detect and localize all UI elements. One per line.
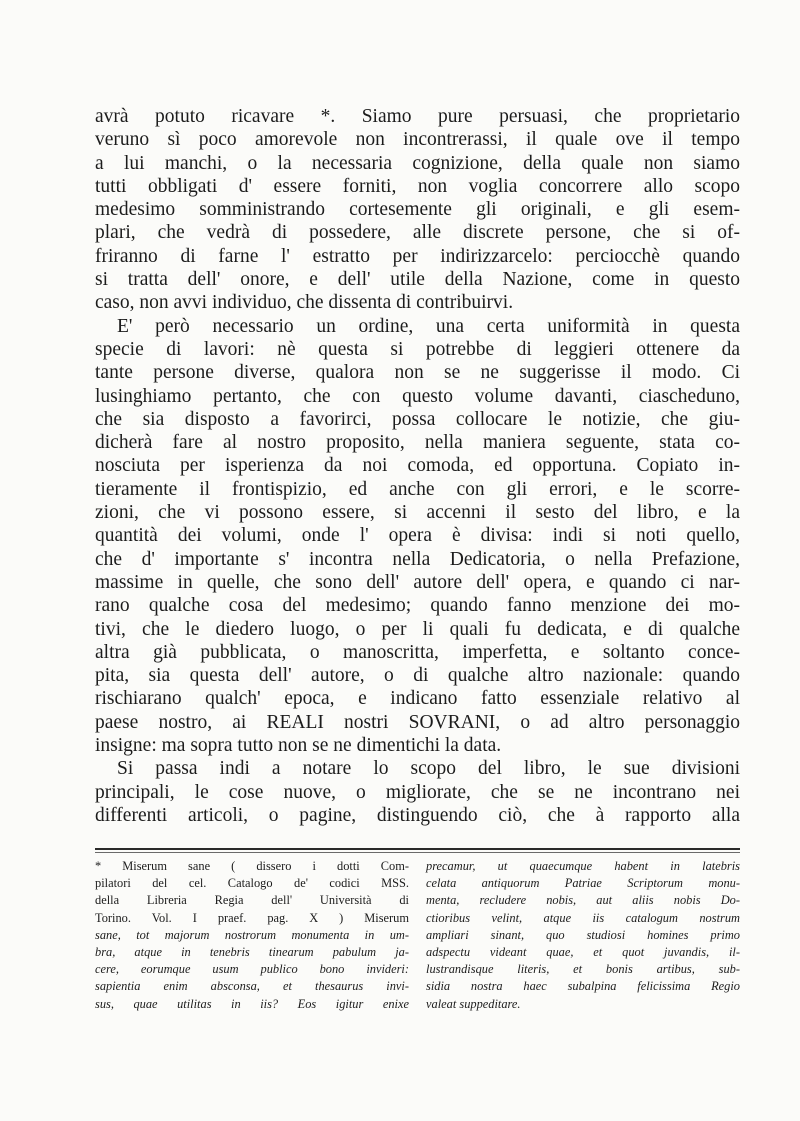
main-text	[95, 105, 740, 827]
body-line: differenti articoli, o pagine, distinguendo ciò, che à rapporto alla	[95, 804, 740, 826]
body-line: zioni, che vi possono essere, si accenni il sesto del libro, e la	[95, 502, 740, 524]
footnote-left-column	[95, 858, 409, 1013]
footnote-line: * Miserum sane ( dissero i dotti Com-	[95, 859, 409, 873]
body-line: avrà potuto ricavare *. Siamo pure persuasi, che proprietario	[95, 106, 740, 127]
footnote-line: sapientia enim absconsa, et thesaurus invi-	[95, 979, 409, 994]
footnote-line: celata antiquorum Patriae Scriptorum monu-	[426, 876, 740, 891]
footnote-line: sane, tot majorum nostrorum monumenta in um-	[95, 927, 409, 942]
body-line: altra già pubblicata, o manoscritta, imperfetta, e soltanto conce-	[95, 641, 740, 663]
footnote-line: ampliari sinant, quo studiosi homines primo	[426, 927, 740, 942]
body-line: specie di lavori: nè questa si potrebbe di leggieri ottenere da	[95, 338, 740, 360]
footnote-right-column	[426, 858, 740, 1013]
footnote-line: adspectu videant quae, et quot juvandis, il-	[426, 944, 740, 959]
footnote-line: menta, recludere nobis, aut aliis nobis Do-	[426, 893, 740, 908]
body-line: massime in quelle, che sono dell' autore dell' opera, e quando ci nar-	[95, 571, 740, 593]
footnote-line: sidia nostra haec subalpina felicissima Regio	[426, 979, 740, 994]
body-line: Si passa indi a notare lo scopo del libro, le sue divisioni	[117, 758, 740, 780]
body-line: rano qualche cosa del medesimo; quando fanno menzione dei mo-	[95, 595, 740, 617]
body-line: veruno sì poco amorevole non incontrerassi, il quale ove il tempo	[95, 129, 740, 151]
body-line: a lui manchi, o la necessaria cognizione, della quale non siamo	[95, 152, 740, 174]
body-line: insigne: ma sopra tutto non se ne dimentichi la data.	[95, 735, 502, 757]
body-line: che sia disposto a favorirci, possa collocare le notizie, che giu-	[95, 408, 740, 430]
body-line: tante persone diverse, qualora non se ne suggerisse il modo. Ci	[95, 362, 740, 384]
body-line: caso, non avvi individuo, che dissenta di contribuirvi.	[95, 292, 514, 314]
footnote-line: pilatori del cel. Catalogo de' codici MSS.	[95, 876, 409, 891]
footnote-line: lustrandisque literis, et bonis artibus, sub-	[426, 962, 740, 977]
footnote-rule	[95, 848, 740, 850]
body-line: friranno di farne l' estratto per indirizzarcelo: perciocchè quando	[95, 245, 740, 267]
footnote-line: della Libreria Regia dell' Università di	[95, 893, 409, 908]
body-line: quantità dei volumi, onde l' opera è divisa: indi si noti quello,	[95, 525, 740, 547]
body-line: che d' importante s' incontra nella Dedicatoria, o nella Prefazione,	[95, 548, 740, 570]
body-line: principali, le cose nuove, o migliorate, che se ne incontrano nei	[95, 781, 740, 803]
footnote-line: valeat suppeditare.	[426, 996, 521, 1011]
body-line: si tratta dell' onore, e dell' utile della Nazione, come in questo	[95, 269, 740, 291]
body-line: pita, sia questa dell' autore, o di qualche altro nazionale: quando	[95, 665, 740, 687]
body-line: paese nostro, ai REALI nostri SOVRANI, o ad altro personaggio	[95, 711, 740, 733]
footnote-line: Torino. Vol. I praef. pag. X ) Miserum	[95, 910, 409, 925]
footnote-line: bra, atque in tenebris tinearum pabulum ja-	[95, 944, 409, 959]
body-line: tivi, che le diedero luogo, o per li quali fu dedicata, e di qualche	[95, 618, 740, 640]
body-line: tutti obbligati d' essere forniti, non voglia concorrere allo scopo	[95, 175, 740, 197]
footnote-line: precamur, ut quaecumque habent in latebris	[426, 859, 740, 873]
footnote-line: ctioribus velint, atque iis catalogum nostrum	[426, 910, 740, 925]
body-line: E' però necessario un ordine, una certa uniformità in questa	[117, 315, 740, 337]
body-line: rischiarano qualch' epoca, e indicano fatto essenziale relativo al	[95, 688, 740, 710]
body-line: medesimo somministrando cortesemente gli originali, e gli esem-	[95, 199, 740, 221]
footnote-line: cere, eorumque usum publico bono invideri:	[95, 962, 409, 977]
footnote-rule-thin	[95, 852, 740, 853]
body-line: plari, che vedrà di possedere, alle discrete persone, che si of-	[95, 222, 740, 244]
footnote-line: sus, quae utilitas in iis? Eos igitur enixe	[95, 996, 409, 1011]
body-line: dicherà fare al nostro proposito, nella maniera seguente, stata co-	[95, 432, 740, 454]
body-line: lusinghiamo pertanto, che con questo volume davanti, ciascheduno,	[95, 385, 740, 407]
body-line: tieramente il frontispizio, ed anche con gli errori, e le scorre-	[95, 478, 740, 500]
body-line: nosciuta per isperienza da noi comoda, ed opportuna. Copiato in-	[95, 455, 740, 477]
